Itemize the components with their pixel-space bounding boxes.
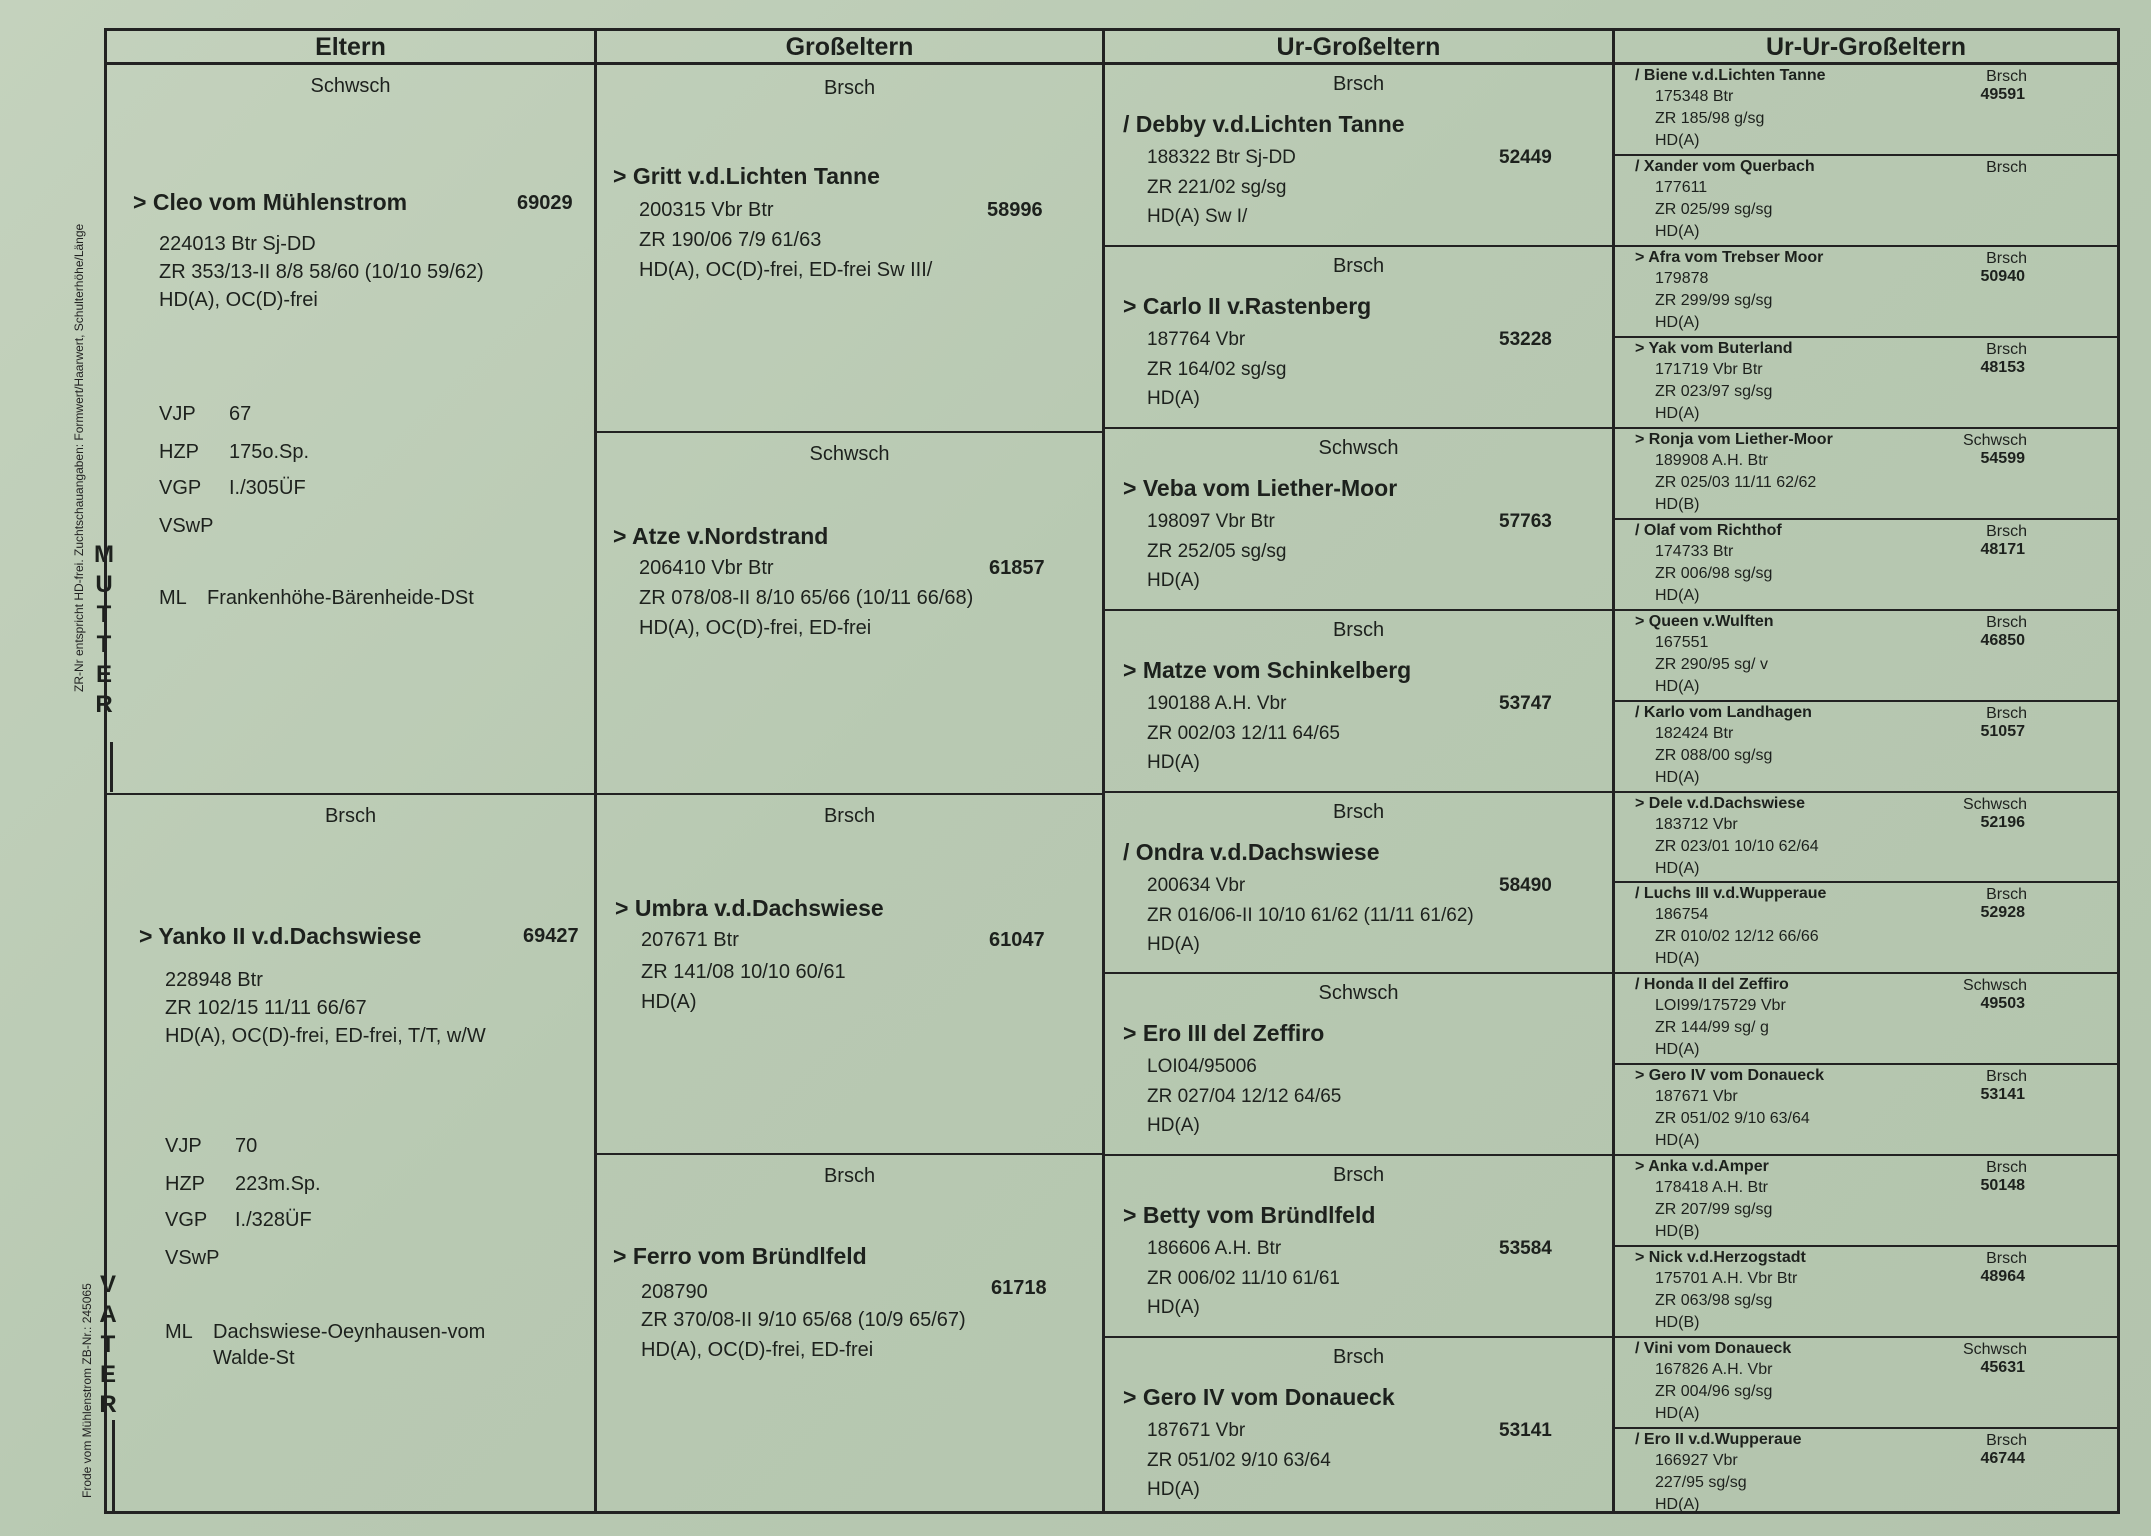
column-great-great-grandparents [1615, 65, 2117, 1514]
grandparent-4 [597, 1155, 1102, 1520]
great-grandparent-line1: 187764 Vbr [1147, 328, 1246, 350]
great-great-grandparent-number: 48153 [1980, 358, 2025, 376]
mother-line2: ZR 353/13-II 8/8 58/60 (10/10 59/62) [159, 261, 484, 283]
great-grandparent-name: / Ondra v.d.Dachswiese [1123, 838, 1380, 865]
great-grandparent-line1: 198097 Vbr Btr [1147, 510, 1275, 532]
great-great-grandparent-9 [1615, 793, 2117, 884]
father-hzp-value: 223m.Sp. [235, 1173, 321, 1195]
great-great-grandparent-12 [1615, 1065, 2117, 1156]
mother-label: M U T T E R [94, 541, 114, 718]
great-great-grandparent-number: 49503 [1980, 995, 2025, 1013]
great-great-grandparent-line1: 174733 Btr [1655, 542, 1734, 560]
great-great-grandparent-color: Schwsch [1962, 1341, 2027, 1359]
great-great-grandparent-color: Brsch [1986, 613, 2027, 631]
great-great-grandparent-number: 49591 [1980, 86, 2025, 103]
mother-color: Schwsch [310, 75, 391, 97]
grandparent-color: Schwsch [809, 443, 890, 465]
father-ml-value-2: Walde-St [213, 1347, 295, 1369]
great-great-grandparent-15 [1615, 1338, 2117, 1429]
mother-line1: 224013 Btr Sj-DD [159, 233, 316, 255]
great-great-grandparent-line1: 179878 [1655, 269, 1709, 287]
side-note-vertical: ZR-Nr entspricht HD-frei. Zuchtschauangaben: Formwert/Haarwert, Schulterhöhe/Länge [72, 223, 86, 692]
great-grandparent-line2: ZR 252/05 sg/sg [1147, 540, 1287, 562]
father-name: > Yanko II v.d.Dachswiese [139, 923, 422, 949]
great-great-grandparent-number: 53141 [1980, 1086, 2025, 1104]
grandparent-name: > Ferro vom Bründlfeld [613, 1243, 867, 1269]
great-great-grandparent-line3: HD(A) [1655, 1405, 1700, 1423]
great-grandparent-line3: HD(A) [1147, 387, 1200, 409]
great-great-grandparent-line2: ZR 144/99 sg/ g [1655, 1019, 1769, 1037]
great-great-grandparent-line1: 177611 [1655, 178, 1708, 196]
great-grandparent-line2: ZR 006/02 11/10 61/61 [1147, 1268, 1340, 1290]
great-great-grandparent-line3: HD(B) [1655, 1314, 1700, 1332]
great-grandparent-1 [1105, 65, 1612, 247]
grandparent-line2: ZR 141/08 10/10 60/61 [641, 961, 846, 983]
great-grandparent-name: > Matze vom Schinkelberg [1123, 656, 1412, 683]
great-great-grandparent-line3: HD(A) [1655, 313, 1700, 331]
great-great-grandparent-line3: HD(A) [1655, 950, 1700, 968]
great-great-grandparent-color: Brsch [1986, 68, 2027, 85]
great-great-grandparent-line1: 187671 Vbr [1655, 1088, 1738, 1106]
great-grandparent-5 [1105, 793, 1612, 975]
great-great-grandparent-color: Brsch [1986, 249, 2027, 267]
father-line1: 228948 Btr [165, 969, 263, 991]
great-grandparent-color: Schwsch [1318, 436, 1399, 459]
great-great-grandparent-color: Schwsch [1962, 977, 2027, 995]
great-great-grandparent-line3: HD(A) [1655, 768, 1700, 786]
great-grandparent-number: 58490 [1499, 874, 1552, 896]
great-great-grandparent-line3: HD(B) [1655, 1223, 1700, 1241]
mother-vgp-key: VGP [159, 477, 202, 499]
great-great-grandparent-7 [1615, 611, 2117, 702]
father-vgp-value: I./328ÜF [235, 1209, 312, 1231]
grandparent-1 [597, 65, 1102, 433]
great-great-grandparent-line3: HD(A) [1655, 859, 1700, 877]
great-great-grandparent-line1: 183712 Vbr [1655, 815, 1738, 833]
great-great-grandparent-name: / Luchs III v.d.Wupperaue [1635, 885, 1827, 903]
father-hzp-key: HZP [165, 1173, 205, 1195]
great-grandparent-color: Brsch [1332, 1164, 1385, 1187]
mother-vswp-key: VSwP [159, 515, 214, 537]
great-great-grandparent-line2: 227/95 sg/sg [1655, 1474, 1747, 1492]
grandparent-line3: HD(A), OC(D)-frei, ED-frei Sw III/ [639, 259, 933, 281]
pedigree-table [104, 28, 2120, 1514]
great-great-grandparent-name: / Xander vom Querbach [1635, 157, 1815, 175]
mother-ml-value: Frankenhöhe-Bärenheide-DSt [207, 587, 474, 609]
great-great-grandparent-number: 52196 [1980, 813, 2025, 831]
great-great-grandparent-name: / Karlo vom Landhagen [1635, 703, 1812, 721]
great-great-grandparent-line3: HD(A) [1655, 222, 1700, 240]
grandparent-color: Brsch [823, 77, 876, 99]
great-great-grandparent-number: 46850 [1980, 631, 2025, 649]
great-great-grandparent-line2: ZR 051/02 9/10 63/64 [1655, 1110, 1810, 1128]
great-great-grandparent-line1: 186754 [1655, 906, 1709, 924]
grandparent-line2: ZR 370/08-II 9/10 65/68 (10/9 65/67) [641, 1309, 966, 1331]
father-ml-key: ML [165, 1321, 193, 1343]
great-great-grandparent-5 [1615, 429, 2117, 520]
father-color: Brsch [324, 805, 377, 827]
great-great-grandparent-line3: HD(A) [1655, 586, 1700, 604]
father-vgp-key: VGP [165, 1209, 208, 1231]
grandparent-name: > Umbra v.d.Dachswiese [615, 895, 884, 921]
great-grandparent-6 [1105, 974, 1612, 1156]
great-great-grandparent-color: Brsch [1986, 1250, 2027, 1268]
grandparent-line3: HD(A), OC(D)-frei, ED-frei [641, 1339, 874, 1361]
grandparent-number: 61718 [991, 1277, 1047, 1299]
great-great-grandparent-name: > Anka v.d.Amper [1635, 1158, 1769, 1176]
great-great-grandparent-line2: ZR 290/95 sg/ v [1655, 655, 1768, 673]
great-great-grandparent-color: Schwsch [1962, 431, 2027, 449]
great-grandparent-line3: HD(A) [1147, 569, 1200, 591]
great-grandparent-line2: ZR 002/03 12/11 64/65 [1147, 722, 1340, 744]
grandparent-name: > Atze v.Nordstrand [613, 523, 829, 549]
grandparent-color: Brsch [823, 805, 876, 827]
father-line3: HD(A), OC(D)-frei, ED-frei, T/T, w/W [165, 1025, 486, 1047]
great-great-grandparent-10 [1615, 883, 2117, 974]
great-great-grandparent-name: > Ronja vom Liether-Moor [1635, 430, 1833, 448]
great-grandparent-line1: 186606 A.H. Btr [1147, 1238, 1282, 1260]
parent-mother [107, 65, 594, 795]
parent-father [107, 795, 594, 1520]
grandparent-color: Brsch [823, 1165, 876, 1187]
great-great-grandparent-2 [1615, 156, 2117, 247]
grandparent-line3: HD(A) [641, 991, 697, 1013]
great-great-grandparent-number: 48171 [1980, 540, 2025, 558]
great-great-grandparent-11 [1615, 974, 2117, 1065]
great-grandparent-number: 52449 [1499, 147, 1552, 168]
great-great-grandparent-line3: HD(A) [1655, 1041, 1700, 1059]
great-grandparent-line2: ZR 027/04 12/12 64/65 [1147, 1086, 1342, 1108]
mother-vjp-key: VJP [159, 403, 196, 425]
great-grandparent-line3: HD(A) [1147, 1297, 1200, 1319]
great-great-grandparent-number: 50940 [1980, 267, 2025, 285]
great-great-grandparent-13 [1615, 1156, 2117, 1247]
great-great-grandparent-name: > Gero IV vom Donaueck [1635, 1067, 1824, 1085]
great-great-grandparent-line2: ZR 010/02 12/12 66/66 [1655, 928, 1819, 946]
great-grandparent-name: / Debby v.d.Lichten Tanne [1123, 111, 1405, 137]
great-great-grandparent-name: > Dele v.d.Dachswiese [1635, 794, 1806, 812]
great-great-grandparent-line2: ZR 063/98 sg/sg [1655, 1292, 1773, 1310]
great-great-grandparent-name: / Vini vom Donaueck [1635, 1340, 1792, 1358]
great-grandparent-color: Brsch [1332, 1346, 1385, 1369]
great-great-grandparent-number: 46744 [1980, 1450, 2025, 1468]
great-grandparent-name: > Gero IV vom Donaueck [1123, 1384, 1395, 1411]
great-great-grandparent-name: > Afra vom Trebser Moor [1635, 248, 1824, 266]
column-great-grandparents [1105, 65, 1615, 1511]
great-great-grandparent-number: 51057 [1980, 722, 2025, 740]
great-grandparent-name: > Veba vom Liether-Moor [1123, 474, 1398, 501]
great-grandparent-line3: HD(A) [1147, 933, 1200, 955]
great-great-grandparent-line1: 189908 A.H. Btr [1655, 451, 1768, 469]
mother-ml-key: ML [159, 587, 187, 609]
great-great-grandparent-line1: 167826 A.H. Vbr [1655, 1361, 1773, 1379]
father-ml-value-1: Dachswiese-Oeynhausen-vom [213, 1321, 486, 1343]
great-great-grandparent-color: Brsch [1986, 340, 2027, 358]
great-great-grandparent-number: 45631 [1980, 1359, 2025, 1377]
great-great-grandparent-name: / Honda II del Zeffiro [1635, 976, 1789, 994]
great-great-grandparent-name: > Yak vom Buterland [1635, 339, 1793, 357]
great-great-grandparent-line1: 175701 A.H. Vbr Btr [1655, 1270, 1798, 1288]
great-great-grandparent-line1: 175348 Btr [1655, 88, 1734, 105]
great-grandparent-name: > Betty vom Bründlfeld [1123, 1202, 1376, 1229]
header-grandparents: Großeltern [597, 31, 1105, 65]
great-great-grandparent-line2: ZR 025/03 11/11 62/62 [1655, 473, 1817, 491]
grandparent-line1: 208790 [641, 1281, 708, 1303]
great-great-grandparent-number: 50148 [1980, 1177, 2025, 1195]
great-great-grandparent-number: 48964 [1980, 1268, 2025, 1286]
mother-vjp-value: 67 [229, 403, 252, 425]
great-grandparent-2 [1105, 247, 1612, 429]
great-grandparent-line1: 200634 Vbr [1147, 874, 1246, 896]
great-great-grandparent-line1: 178418 A.H. Btr [1655, 1179, 1768, 1197]
great-grandparent-line3: HD(A) [1147, 1479, 1200, 1501]
side-footer-note: Frode vom Mühlenstrom ZB-Nr.: 245065 [80, 1283, 94, 1498]
great-great-grandparent-color: Brsch [1986, 886, 2027, 904]
father-label: V A T E R [99, 1271, 117, 1418]
great-grandparent-number: 57763 [1499, 510, 1552, 532]
great-grandparent-4 [1105, 611, 1612, 793]
grandparent-line1: 207671 Btr [641, 929, 739, 951]
great-grandparent-color: Brsch [1332, 618, 1385, 641]
great-grandparent-line2: ZR 164/02 sg/sg [1147, 358, 1287, 380]
great-great-grandparent-line2: ZR 006/98 sg/sg [1655, 564, 1773, 582]
great-great-grandparent-color: Brsch [1986, 1432, 2027, 1450]
great-great-grandparent-8 [1615, 702, 2117, 793]
great-great-grandparent-4 [1615, 338, 2117, 429]
grandparent-line2: ZR 190/06 7/9 61/63 [639, 229, 822, 251]
great-grandparent-line2: ZR 221/02 sg/sg [1147, 177, 1287, 198]
grandparent-line1: 206410 Vbr Btr [639, 557, 774, 579]
great-great-grandparent-name: > Nick v.d.Herzogstadt [1635, 1249, 1806, 1267]
great-great-grandparent-line2: ZR 299/99 sg/sg [1655, 291, 1773, 309]
header-great-great-grandparents: Ur-Ur-Großeltern [1615, 31, 2117, 65]
great-great-grandparent-line2: ZR 207/99 sg/sg [1655, 1201, 1773, 1219]
great-grandparent-line3: HD(A) [1147, 1115, 1200, 1137]
great-grandparent-line1: 187671 Vbr [1147, 1420, 1246, 1442]
great-great-grandparent-name: / Olaf vom Richthof [1635, 521, 1782, 539]
mother-name: > Cleo vom Mühlenstrom [133, 189, 408, 215]
header-parents: Eltern [107, 31, 597, 65]
great-great-grandparent-line1: LOI99/175729 Vbr [1655, 997, 1786, 1015]
great-great-grandparent-14 [1615, 1247, 2117, 1338]
column-parents [107, 65, 597, 1511]
father-line2: ZR 102/15 11/11 66/67 [165, 997, 367, 1019]
grandparent-2 [597, 433, 1102, 795]
great-great-grandparent-line1: 171719 Vbr Btr [1655, 360, 1763, 378]
great-grandparent-number: 53584 [1499, 1238, 1552, 1260]
great-great-grandparent-line3: HD(A) [1655, 132, 1700, 149]
great-grandparent-number: 53141 [1499, 1420, 1552, 1442]
great-grandparent-line1: 190188 A.H. Vbr [1147, 692, 1287, 714]
grandparent-3 [597, 795, 1102, 1155]
great-grandparent-color: Schwsch [1318, 982, 1399, 1005]
great-great-grandparent-name: > Queen v.Wulften [1635, 612, 1774, 630]
great-great-grandparent-line2: ZR 185/98 g/sg [1655, 110, 1765, 127]
great-great-grandparent-line2: ZR 004/96 sg/sg [1655, 1383, 1773, 1401]
great-great-grandparent-line3: HD(A) [1655, 404, 1700, 422]
great-great-grandparent-line1: 166927 Vbr [1655, 1452, 1738, 1470]
father-vswp-key: VSwP [165, 1247, 220, 1269]
great-grandparent-color: Brsch [1332, 254, 1385, 277]
grandparent-number: 61857 [989, 557, 1045, 579]
great-great-grandparent-line1: 167551 [1655, 633, 1709, 651]
great-great-grandparent-line3: HD(A) [1655, 677, 1700, 695]
great-great-grandparent-line3: HD(A) [1655, 1496, 1700, 1514]
grandparent-line1: 200315 Vbr Btr [639, 199, 774, 221]
great-great-grandparent-line3: HD(B) [1655, 495, 1700, 513]
great-great-grandparent-line1: 182424 Btr [1655, 724, 1734, 742]
great-great-grandparent-16 [1615, 1429, 2117, 1520]
great-grandparent-number: 53228 [1499, 328, 1552, 350]
grandparent-name: > Gritt v.d.Lichten Tanne [613, 163, 880, 189]
great-great-grandparent-number: 54599 [1980, 449, 2025, 467]
mother-number: 69029 [517, 192, 573, 214]
great-great-grandparent-color: Brsch [1986, 158, 2027, 176]
father-vjp-key: VJP [165, 1135, 202, 1157]
great-great-grandparent-name: / Ero II v.d.Wupperaue [1635, 1431, 1802, 1449]
great-grandparent-line2: ZR 016/06-II 10/10 61/62 (11/11 61/62) [1147, 904, 1474, 926]
mother-hzp-value: 175o.Sp. [229, 441, 310, 463]
great-grandparent-name: > Carlo II v.Rastenberg [1123, 292, 1372, 319]
grandparent-line2: ZR 078/08-II 8/10 65/66 (10/11 66/68) [639, 587, 974, 609]
great-great-grandparent-color: Brsch [1986, 522, 2027, 540]
great-great-grandparent-line2: ZR 025/99 sg/sg [1655, 200, 1773, 218]
great-grandparent-color: Brsch [1332, 800, 1385, 823]
grandparent-number: 58996 [987, 199, 1043, 221]
great-great-grandparent-line2: ZR 088/00 sg/sg [1655, 746, 1773, 764]
great-grandparent-line1: LOI04/95006 [1147, 1056, 1257, 1078]
great-great-grandparent-color: Brsch [1986, 704, 2027, 722]
grandparent-number: 61047 [989, 929, 1045, 951]
great-great-grandparent-line2: ZR 023/97 sg/sg [1655, 382, 1773, 400]
great-great-grandparent-name: / Biene v.d.Lichten Tanne [1635, 67, 1826, 84]
great-great-grandparent-color: Brsch [1986, 1068, 2027, 1086]
great-great-grandparent-color: Brsch [1986, 1159, 2027, 1177]
great-grandparent-line3: HD(A) [1147, 751, 1200, 773]
column-grandparents [597, 65, 1105, 1511]
great-great-grandparent-line3: HD(A) [1655, 1132, 1700, 1150]
great-great-grandparent-1 [1615, 65, 2117, 156]
great-great-grandparent-3 [1615, 247, 2117, 338]
father-number: 69427 [523, 925, 579, 947]
father-vjp-value: 70 [235, 1135, 258, 1157]
great-grandparent-number: 53747 [1499, 692, 1552, 714]
great-grandparent-name: > Ero III del Zeffiro [1123, 1020, 1325, 1047]
mother-vgp-value: I./305ÜF [229, 477, 306, 499]
great-grandparent-line3: HD(A) Sw I/ [1147, 206, 1248, 227]
mother-hzp-key: HZP [159, 441, 199, 463]
header-great-grandparents: Ur-Großeltern [1105, 31, 1615, 65]
great-grandparent-3 [1105, 429, 1612, 611]
great-great-grandparent-6 [1615, 520, 2117, 611]
great-great-grandparent-number: 52928 [1980, 904, 2025, 922]
great-great-grandparent-color: Schwsch [1962, 795, 2027, 813]
grandparent-line3: HD(A), OC(D)-frei, ED-frei [639, 617, 872, 639]
great-grandparent-8 [1105, 1338, 1612, 1520]
great-great-grandparent-line2: ZR 023/01 10/10 62/64 [1655, 837, 1819, 855]
great-grandparent-line2: ZR 051/02 9/10 63/64 [1147, 1450, 1331, 1472]
great-grandparent-color: Brsch [1332, 73, 1385, 95]
mother-line3: HD(A), OC(D)-frei [159, 289, 318, 311]
great-grandparent-7 [1105, 1156, 1612, 1338]
great-grandparent-line1: 188322 Btr Sj-DD [1147, 147, 1296, 168]
